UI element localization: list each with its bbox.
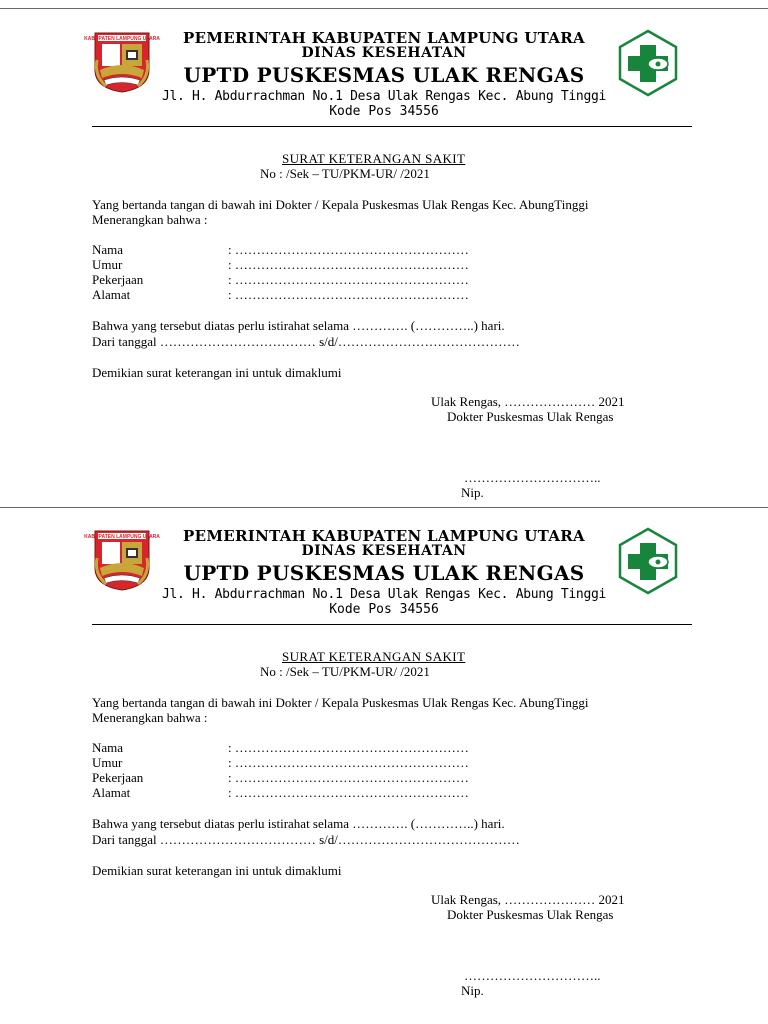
signatory-title: Dokter Puskesmas Ulak Rengas xyxy=(447,409,614,424)
address-line: Jl. H. Abdurrachman No.1 Desa Ulak Rengas Kec. Abung Tinggi xyxy=(161,89,607,104)
closing-statement: Demikian surat keterangan ini untuk dimaklumi xyxy=(92,365,342,380)
letterhead-rule xyxy=(92,126,692,127)
field-label-pekerjaan: Pekerjaan xyxy=(92,272,144,287)
signatory-title: Dokter Puskesmas Ulak Rengas xyxy=(447,907,614,922)
date-range-line: Dari tanggal ……………………………… s/d/…………………………………… xyxy=(92,832,520,847)
field-value-nama: : ……………………………………………… xyxy=(228,242,469,257)
field-label-alamat: Alamat xyxy=(92,287,131,302)
sick-letter-form-2 xyxy=(0,498,768,1008)
closing-statement: Demikian surat keterangan ini untuk dimaklumi xyxy=(92,863,342,878)
nip-label: Nip. xyxy=(461,983,484,998)
field-value-umur: : ……………………………………………… xyxy=(228,755,469,770)
institution-heading: UPTD PUSKESMAS ULAK RENGAS xyxy=(183,63,585,87)
rest-duration-line: Bahwa yang tersebut diatas perlu istirahat selama …………. (…………..) hari. xyxy=(92,816,505,831)
lampung-utara-emblem-icon xyxy=(84,528,160,592)
intro-text-continued: Menerangkan bahwa : xyxy=(92,710,208,725)
letter-title: SURAT KETERANGAN SAKIT xyxy=(282,649,466,664)
nip-label: Nip. xyxy=(461,485,484,500)
letter-number: No : /Sek – TU/PKM-UR/ /2021 xyxy=(260,664,430,679)
address-line: Jl. H. Abdurrachman No.1 Desa Ulak Rengas Kec. Abung Tinggi xyxy=(161,587,607,602)
puskesmas-cross-icon xyxy=(614,29,682,97)
field-value-alamat: : ……………………………………………… xyxy=(228,785,469,800)
signature-line: ………………………….. xyxy=(464,968,601,983)
field-label-umur: Umur xyxy=(92,257,123,272)
department-heading: DINAS KESEHATAN xyxy=(301,543,467,559)
rest-duration-line: Bahwa yang tersebut diatas perlu istirahat selama …………. (…………..) hari. xyxy=(92,318,505,333)
sick-letter-form-1 xyxy=(0,0,768,510)
field-label-alamat: Alamat xyxy=(92,785,131,800)
field-label-nama: Nama xyxy=(92,740,124,755)
letter-title: SURAT KETERANGAN SAKIT xyxy=(282,151,466,166)
government-heading: PEMERINTAH KABUPATEN LAMPUNG UTARA xyxy=(183,29,585,47)
postal-code: Kode Pos 34556 xyxy=(329,104,439,119)
place-date: Ulak Rengas, ………………… 2021 xyxy=(431,394,625,409)
field-value-pekerjaan: : ……………………………………………… xyxy=(228,770,469,785)
signature-line: ………………………….. xyxy=(464,470,601,485)
letterhead-rule xyxy=(92,624,692,625)
place-date: Ulak Rengas, ………………… 2021 xyxy=(431,892,625,907)
emblem-label: KABUPATEN LAMPUNG UTARA xyxy=(84,36,160,42)
field-value-umur: : ……………………………………………… xyxy=(228,257,469,272)
field-value-alamat: : ……………………………………………… xyxy=(228,287,469,302)
intro-text: Yang bertanda tangan di bawah ini Dokter / Kepala Puskesmas Ulak Rengas Kec. AbungTinggi xyxy=(92,197,589,212)
field-label-umur: Umur xyxy=(92,755,123,770)
field-label-nama: Nama xyxy=(92,242,124,257)
field-value-nama: : ……………………………………………… xyxy=(228,740,469,755)
institution-heading: UPTD PUSKESMAS ULAK RENGAS xyxy=(183,561,585,585)
department-heading: DINAS KESEHATAN xyxy=(301,45,467,61)
government-heading: PEMERINTAH KABUPATEN LAMPUNG UTARA xyxy=(183,527,585,545)
puskesmas-cross-icon xyxy=(614,527,682,595)
date-range-line: Dari tanggal ……………………………… s/d/…………………………………… xyxy=(92,334,520,349)
letter-number: No : /Sek – TU/PKM-UR/ /2021 xyxy=(260,166,430,181)
field-value-pekerjaan: : ……………………………………………… xyxy=(228,272,469,287)
lampung-utara-emblem-icon xyxy=(84,30,160,94)
postal-code: Kode Pos 34556 xyxy=(329,602,439,617)
field-label-pekerjaan: Pekerjaan xyxy=(92,770,144,785)
intro-text: Yang bertanda tangan di bawah ini Dokter / Kepala Puskesmas Ulak Rengas Kec. AbungTinggi xyxy=(92,695,589,710)
intro-text-continued: Menerangkan bahwa : xyxy=(92,212,208,227)
emblem-label: KABUPATEN LAMPUNG UTARA xyxy=(84,534,160,540)
